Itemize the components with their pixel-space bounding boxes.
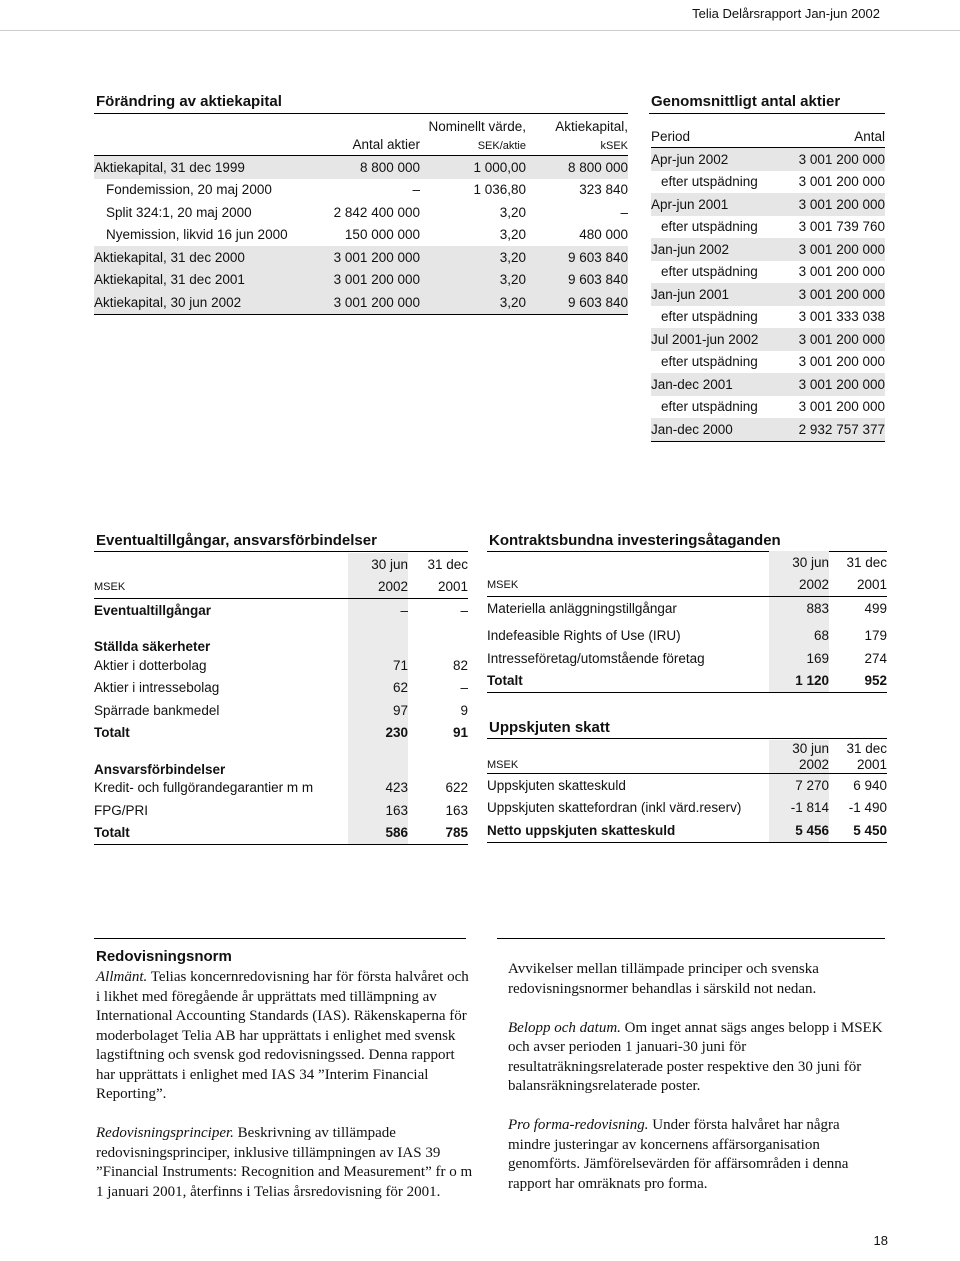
contingent-unit: MSEK (94, 580, 126, 593)
deferred-unit: MSEK (487, 758, 519, 771)
capital-table (94, 116, 628, 316)
contingent-title-rule (94, 551, 468, 552)
avg-table (651, 126, 885, 443)
capital-row: Fondemission, 20 maj 2000 – 1 036,80 323 840 (106, 182, 628, 198)
accounting-title-rule (94, 938, 466, 939)
avg-row: efter utspädning 3 001 200 000 (661, 174, 885, 190)
avg-row: efter utspädning 3 001 200 000 (661, 264, 885, 280)
contingent-table (94, 553, 468, 846)
capital-col2-line2: SEK/aktie (477, 140, 526, 152)
deferred-row: Uppskjuten skatteskuld 7 270 6 940 (487, 774, 887, 797)
contingent-row: Aktier i dotterbolag 71 82 (94, 654, 468, 677)
contingent-row: Spärrade bankmedel 97 9 (94, 699, 468, 722)
capital-row: Split 324:1, 20 maj 2000 2 842 400 000 3,20 – (106, 204, 628, 220)
deferred-title-rule (487, 738, 887, 739)
deferred-header-row2: MSEK 2002 2001 (487, 757, 887, 772)
deferred-title: Uppskjuten skatt (489, 719, 610, 736)
deferred-total: Netto uppskjuten skatteskuld 5 456 5 450 (487, 819, 887, 842)
paragraph-amounts: Belopp och datum. Om inget annat sägs anges belopp i MSEK och avser perioden 1 januari-30 juni för resultaträkningsrelaterade poster respektive den 30 juni för balansräkningsrelaterade poster. (508, 1019, 883, 1094)
contingent-row: Kredit- och fullgörandegarantier m m 423 622 (94, 777, 468, 800)
contingent-pledged-total: Totalt 230 91 (94, 722, 468, 745)
page-number: 18 (873, 1233, 888, 1248)
text-left-column (96, 968, 476, 1202)
capital-header-row2 (94, 134, 628, 152)
avg-row: efter utspädning 3 001 200 000 (661, 399, 885, 415)
deferred-row: Uppskjuten skattefordran (inkl värd.reserv) -1 814 -1 490 (487, 797, 887, 820)
contingent-pledged-heading: Ställda säkerheter (94, 632, 468, 655)
avg-col-period: Period (651, 129, 691, 144)
contingent-row: FPG/PRI 163 163 (94, 799, 468, 822)
capital-row: Aktiekapital, 31 dec 2000 3 001 200 000 3,20 9 603 840 (94, 246, 628, 269)
contingent-row: Aktier i intressebolag 62 – (94, 677, 468, 700)
capital-col3-line1: Aktiekapital, (555, 119, 628, 134)
accounting-right-rule (497, 938, 885, 939)
contingent-header-row1: 30 jun 31 dec (94, 553, 468, 576)
avg-header-row (651, 126, 885, 144)
header-divider (0, 30, 960, 31)
capital-row: Aktiekapital, 30 jun 2002 3 001 200 000 3,20 9 603 840 (94, 291, 628, 314)
capital-col2-line1: Nominellt värde, (428, 119, 526, 134)
avg-title-rule (649, 113, 885, 114)
capital-row: Aktiekapital, 31 dec 1999 8 800 000 1 000,00 8 800 000 (94, 156, 628, 179)
contingent-liab-heading: Ansvarsförbindelser (94, 754, 468, 777)
capital-col1: Antal aktier (352, 137, 420, 152)
contingent-title: Eventualtillgångar, ansvarsförbindelser (96, 532, 377, 549)
contingent-header-row2: MSEK 2002 2001 (94, 576, 468, 599)
paragraph-principles: Redovisningsprinciper. Beskrivning av tillämpade redovisningsprinciper, inklusive tillämpningen av IAS 39 ”Financial Instruments: Recognition and Measurement” fr o m 1 januari 2001, återfinns i Telias årsredovisning för 2001. (96, 1125, 473, 1200)
avg-row: efter utspädning 3 001 333 038 (661, 309, 885, 325)
avg-title: Genomsnittligt antal aktier (651, 93, 841, 110)
avg-row: Jan-dec 2000 2 932 757 377 (651, 418, 885, 441)
avg-row: Apr-jun 2002 3 001 200 000 (651, 148, 885, 171)
contingent-assets-row: Eventualtillgångar – – (94, 599, 468, 622)
paragraph-deviations: Avvikelser mellan tillämpade principer och svenska redovisningsnormer behandlas i särskild not nedan. (508, 961, 819, 997)
avg-col-count: Antal (854, 129, 885, 144)
invest-title: Kontraktsbundna investeringsåtaganden (489, 532, 781, 549)
paragraph-proforma: Pro forma-redovisning. Under första halvåret har några mindre justeringar av koncernens affärsorganisation genomförts. Jämförelsevärden för affärsområden i denna rapport har omräknats pro forma. (508, 1117, 849, 1192)
invest-table (487, 551, 887, 694)
deferred-table (487, 740, 887, 844)
capital-row: Nyemission, likvid 16 jun 2000 150 000 000 3,20 480 000 (106, 227, 628, 243)
avg-row: Jan-jun 2002 3 001 200 000 (651, 238, 885, 261)
capital-col3-line2: kSEK (600, 140, 628, 152)
text-right-column (508, 960, 884, 1194)
report-header: Telia Delårsrapport Jan-jun 2002 (692, 6, 880, 21)
contingent-liab-total: Totalt 586 785 (94, 822, 468, 845)
invest-row: Materiella anläggningstillgångar 883 499 (487, 597, 887, 620)
invest-unit: MSEK (487, 578, 519, 591)
avg-row: Apr-jun 2001 3 001 200 000 (651, 193, 885, 216)
avg-row: efter utspädning 3 001 200 000 (661, 354, 885, 370)
avg-row: Jul 2001-jun 2002 3 001 200 000 (651, 328, 885, 351)
deferred-header-row1: 30 jun 31 dec (487, 740, 887, 756)
invest-row: Intresseföretag/utomstående företag 169 274 (487, 647, 887, 670)
capital-header-row1 (94, 116, 628, 134)
capital-title-rule (94, 113, 628, 114)
capital-row: Aktiekapital, 31 dec 2001 3 001 200 000 3,20 9 603 840 (94, 269, 628, 292)
capital-title: Förändring av aktiekapital (96, 93, 282, 110)
avg-row: Jan-dec 2001 3 001 200 000 (651, 373, 885, 396)
accounting-title: Redovisningsnorm (96, 948, 232, 965)
invest-row: Indefeasible Rights of Use (IRU) 68 179 (487, 625, 887, 648)
avg-row: Jan-jun 2001 3 001 200 000 (651, 283, 885, 306)
avg-row: efter utspädning 3 001 739 760 (661, 219, 885, 235)
invest-header-row2: MSEK 2002 2001 (487, 574, 887, 597)
paragraph-general: Allmänt. Telias koncernredovisning har för första halvåret och i likhet med föregående år upprättats med tillämpning av International Accounting Standards (IAS). Räkenskaperna för moderbolaget Telia AB har upprättats i enlighet med svensk lagstiftning och svensk god redovisningssed. Denna rapport har upprättats i enlighet med IAS 34 ”Interim Financial Reporting”. (96, 969, 469, 1102)
invest-total: Totalt 1 120 952 (487, 670, 887, 693)
invest-header-row1: 30 jun 31 dec (487, 551, 887, 574)
